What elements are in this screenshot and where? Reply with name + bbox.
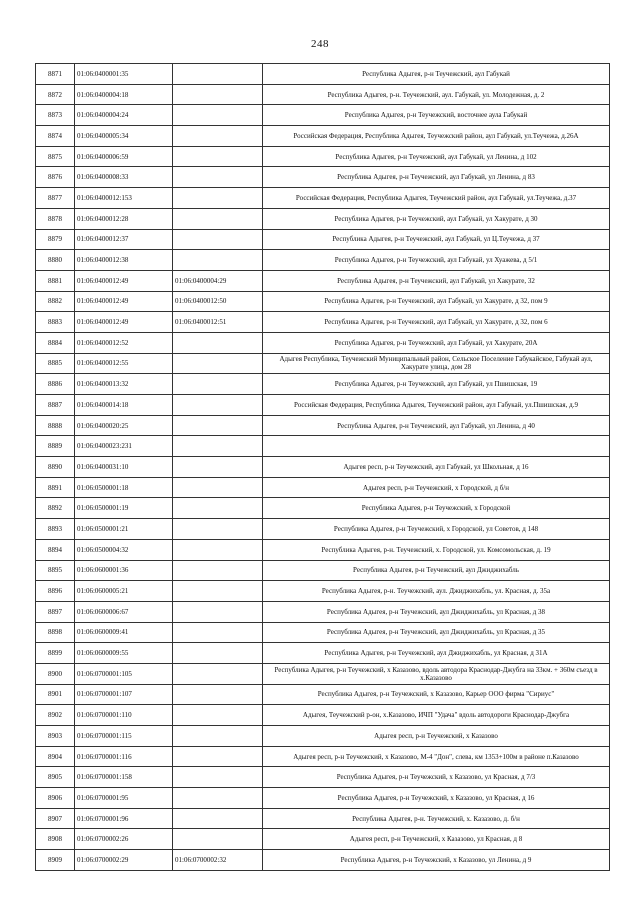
cadastral-number-cell: 01:06:0400012:28: [75, 208, 173, 229]
address-cell: Республика Адыгея, р-н Теучежский, аул Габукай, ул Пшишская, 19: [263, 374, 610, 395]
table-row: [36, 374, 610, 395]
cadastral-number-cell: 01:06:0400001:35: [75, 64, 173, 85]
row-number-cell: 8884: [36, 332, 75, 353]
table-row: [36, 498, 610, 519]
page-number: 248: [311, 38, 329, 50]
table-row: [36, 208, 610, 229]
row-number-cell: 8887: [36, 395, 75, 416]
related-cadastral-number-cell: [173, 126, 263, 147]
table-row: [36, 829, 610, 850]
table-row: [36, 188, 610, 209]
address-cell: Республика Адыгея, р-н. Теучежский, х. Городской, ул. Комсомольская, д. 19: [263, 539, 610, 560]
related-cadastral-number-cell: [173, 64, 263, 85]
table-row: [36, 850, 610, 871]
table-row: [36, 332, 610, 353]
address-cell: Республика Адыгея, р-н Теучежский, аул Джиджихабль, ул Красная, д 35: [263, 622, 610, 643]
related-cadastral-number-cell: [173, 415, 263, 436]
cadastral-number-cell: 01:06:0600006:67: [75, 601, 173, 622]
related-cadastral-number-cell: 01:06:0400012:50: [173, 291, 263, 312]
address-cell: Республика Адыгея, р-н Теучежский, х Казазово, вдоль автодора Краснодар-Джубга на 33км. + 360м съезд в х.Казазово: [263, 663, 610, 684]
table-row: [36, 126, 610, 147]
cadastral-number-cell: 01:06:0400031:10: [75, 457, 173, 478]
address-cell: Российская Федерация, Республика Адыгея, Теучежский район, аул Габукай, ул.Теучежа, д.26А: [263, 126, 610, 147]
related-cadastral-number-cell: [173, 208, 263, 229]
table-row: [36, 726, 610, 747]
table-row: [36, 477, 610, 498]
cadastral-number-cell: 01:06:0400004:18: [75, 84, 173, 105]
cadastral-number-cell: 01:06:0600001:36: [75, 560, 173, 581]
address-cell: Республика Адыгея, р-н Теучежский, х Казазово, ул Красная, д 7/3: [263, 767, 610, 788]
address-cell: Республика Адыгея, р-н Теучежский, х Казазово, ул Ленина, д 9: [263, 850, 610, 871]
cadastral-number-cell: 01:06:0700001:95: [75, 788, 173, 809]
related-cadastral-number-cell: [173, 581, 263, 602]
related-cadastral-number-cell: [173, 829, 263, 850]
address-cell: Адыгея респ, р-н Теучежский, х Казазово, ул Красная, д 8: [263, 829, 610, 850]
cadastral-number-cell: 01:06:0600009:41: [75, 622, 173, 643]
cadastral-number-cell: 01:06:0700002:26: [75, 829, 173, 850]
row-number-cell: 8902: [36, 705, 75, 726]
table-row: [36, 353, 610, 374]
row-number-cell: 8889: [36, 436, 75, 457]
row-number-cell: 8875: [36, 146, 75, 167]
address-cell: Республика Адыгея, р-н Теучежский, аул Джиджихабль, ул Красная, д 31А: [263, 643, 610, 664]
related-cadastral-number-cell: [173, 498, 263, 519]
cadastral-number-cell: 01:06:0400012:49: [75, 270, 173, 291]
address-cell: Республика Адыгея, р-н Теучежский, аул Габукай, ул Хакурате, д 32, пом 6: [263, 312, 610, 333]
related-cadastral-number-cell: [173, 746, 263, 767]
related-cadastral-number-cell: [173, 188, 263, 209]
row-number-cell: 8880: [36, 250, 75, 271]
address-cell: Республика Адыгея, р-н Теучежский, х Казазово, ул Красная, д 16: [263, 788, 610, 809]
address-cell: Республика Адыгея, р-н. Теучежский, аул. Габукай, ул. Молодежная, д. 2: [263, 84, 610, 105]
address-cell: Республика Адыгея, р-н Теучежский, аул Габукай, ул Хуажева, д 5/1: [263, 250, 610, 271]
table-row: [36, 519, 610, 540]
row-number-cell: 8873: [36, 105, 75, 126]
cadastral-number-cell: 01:06:0600005:21: [75, 581, 173, 602]
row-number-cell: 8904: [36, 746, 75, 767]
related-cadastral-number-cell: 01:06:0400012:51: [173, 312, 263, 333]
related-cadastral-number-cell: [173, 250, 263, 271]
address-cell: Республика Адыгея, р-н Теучежский, аул Габукай, ул Ленина, д 83: [263, 167, 610, 188]
row-number-cell: 8872: [36, 84, 75, 105]
related-cadastral-number-cell: [173, 788, 263, 809]
row-number-cell: 8908: [36, 829, 75, 850]
table-row: [36, 705, 610, 726]
table-row: [36, 808, 610, 829]
address-cell: Республика Адыгея, р-н Теучежский, аул Габукай, ул Хакурате, д 32, пом 9: [263, 291, 610, 312]
table-row: [36, 146, 610, 167]
cadastral-number-cell: 01:06:0400012:55: [75, 353, 173, 374]
cadastral-number-cell: 01:06:0400004:24: [75, 105, 173, 126]
table-row: [36, 746, 610, 767]
cadastral-number-cell: 01:06:0400006:59: [75, 146, 173, 167]
address-cell: Республика Адыгея, р-н Теучежский, аул Габукай: [263, 64, 610, 85]
related-cadastral-number-cell: [173, 601, 263, 622]
cadastral-number-cell: 01:06:0700001:158: [75, 767, 173, 788]
cadastral-number-cell: 01:06:0400008:33: [75, 167, 173, 188]
related-cadastral-number-cell: [173, 436, 263, 457]
related-cadastral-number-cell: [173, 560, 263, 581]
row-number-cell: 8888: [36, 415, 75, 436]
address-cell: Республика Адыгея, р-н Теучежский, аул Габукай, ул Ленина, д 40: [263, 415, 610, 436]
table-row: [36, 622, 610, 643]
address-cell: [263, 436, 610, 457]
cadastral-number-cell: 01:06:0700002:29: [75, 850, 173, 871]
related-cadastral-number-cell: [173, 84, 263, 105]
row-number-cell: 8891: [36, 477, 75, 498]
row-number-cell: 8883: [36, 312, 75, 333]
table-row: [36, 250, 610, 271]
cadastral-number-cell: 01:06:0400012:153: [75, 188, 173, 209]
cadastral-number-cell: 01:06:0500001:18: [75, 477, 173, 498]
related-cadastral-number-cell: [173, 519, 263, 540]
address-cell: Республика Адыгея, р-н Теучежский, аул Джиджихабль, ул Красная, д 38: [263, 601, 610, 622]
address-cell: Адыгея респ, р-н Теучежский, х Казазово, М-4 "Дон", слева, км 1353+100м в районе п.Казазово: [263, 746, 610, 767]
cadastral-number-cell: 01:06:0600009:55: [75, 643, 173, 664]
address-cell: Республика Адыгея, р-н Теучежский, х Казазово, Карьер ООО фирма "Сириус": [263, 684, 610, 705]
address-cell: Республика Адыгея, р-н Теучежский, аул Габукай, ул Ц.Теучежа, д 37: [263, 229, 610, 250]
address-cell: Адыгея, Теучежский р-он, х.Казазово, ИЧП "Удача" вдоль автодороги Краснодар-Джубга: [263, 705, 610, 726]
table-row: [36, 312, 610, 333]
cadastral-number-cell: 01:06:0400012:37: [75, 229, 173, 250]
related-cadastral-number-cell: [173, 643, 263, 664]
related-cadastral-number-cell: 01:06:0700002:32: [173, 850, 263, 871]
registry-table-body: [36, 64, 610, 871]
row-number-cell: 8886: [36, 374, 75, 395]
related-cadastral-number-cell: [173, 539, 263, 560]
row-number-cell: 8909: [36, 850, 75, 871]
cadastral-number-cell: 01:06:0700001:110: [75, 705, 173, 726]
cadastral-number-cell: 01:06:0700001:107: [75, 684, 173, 705]
cadastral-number-cell: 01:06:0500001:19: [75, 498, 173, 519]
row-number-cell: 8871: [36, 64, 75, 85]
cadastral-number-cell: 01:06:0400012:49: [75, 291, 173, 312]
related-cadastral-number-cell: [173, 167, 263, 188]
cadastral-number-cell: 01:06:0400023:231: [75, 436, 173, 457]
related-cadastral-number-cell: [173, 663, 263, 684]
row-number-cell: 8879: [36, 229, 75, 250]
related-cadastral-number-cell: [173, 146, 263, 167]
cadastral-number-cell: 01:06:0400012:38: [75, 250, 173, 271]
address-cell: Республика Адыгея, р-н Теучежский, восточнее аула Габукай: [263, 105, 610, 126]
cadastral-number-cell: 01:06:0400014:18: [75, 395, 173, 416]
table-row: [36, 788, 610, 809]
row-number-cell: 8896: [36, 581, 75, 602]
address-cell: Республика Адыгея, р-н. Теучежский, аул. Джиджихабль, ул. Красная, д. 35а: [263, 581, 610, 602]
table-row: [36, 64, 610, 85]
row-number-cell: 8890: [36, 457, 75, 478]
table-row: [36, 105, 610, 126]
table-row: [36, 767, 610, 788]
cadastral-number-cell: 01:06:0700001:96: [75, 808, 173, 829]
row-number-cell: 8893: [36, 519, 75, 540]
address-cell: Российская Федерация, Республика Адыгея, Теучежский район, аул Габукай, ул.Теучежа, д.37: [263, 188, 610, 209]
table-row: [36, 643, 610, 664]
related-cadastral-number-cell: [173, 808, 263, 829]
address-cell: Республика Адыгея, р-н Теучежский, аул Габукай, ул Хакурате, д 30: [263, 208, 610, 229]
related-cadastral-number-cell: [173, 332, 263, 353]
row-number-cell: 8903: [36, 726, 75, 747]
table-row: [36, 167, 610, 188]
related-cadastral-number-cell: 01:06:0400004:29: [173, 270, 263, 291]
table-row: [36, 663, 610, 684]
table-row: [36, 539, 610, 560]
related-cadastral-number-cell: [173, 457, 263, 478]
cadastral-number-cell: 01:06:0400020:25: [75, 415, 173, 436]
address-cell: Республика Адыгея, р-н Теучежский, аул Габукай, ул Ленина, д 102: [263, 146, 610, 167]
table-row: [36, 291, 610, 312]
related-cadastral-number-cell: [173, 395, 263, 416]
table-row: [36, 270, 610, 291]
cadastral-number-cell: 01:06:0500004:32: [75, 539, 173, 560]
address-cell: Республика Адыгея, р-н Теучежский, х Городской, ул Советов, д 148: [263, 519, 610, 540]
row-number-cell: 8897: [36, 601, 75, 622]
row-number-cell: 8901: [36, 684, 75, 705]
table-row: [36, 601, 610, 622]
related-cadastral-number-cell: [173, 767, 263, 788]
row-number-cell: 8900: [36, 663, 75, 684]
row-number-cell: 8905: [36, 767, 75, 788]
row-number-cell: 8882: [36, 291, 75, 312]
related-cadastral-number-cell: [173, 705, 263, 726]
address-cell: Адыгея респ, р-н Теучежский, х Казазово: [263, 726, 610, 747]
registry-table: [35, 63, 610, 871]
cadastral-number-cell: 01:06:0400013:32: [75, 374, 173, 395]
cadastral-number-cell: 01:06:0400012:49: [75, 312, 173, 333]
cadastral-number-cell: 01:06:0700001:116: [75, 746, 173, 767]
table-row: [36, 415, 610, 436]
row-number-cell: 8898: [36, 622, 75, 643]
cadastral-number-cell: 01:06:0400012:52: [75, 332, 173, 353]
row-number-cell: 8906: [36, 788, 75, 809]
address-cell: Республика Адыгея, р-н. Теучежский, х. Казазово, д. б/н: [263, 808, 610, 829]
related-cadastral-number-cell: [173, 353, 263, 374]
table-row: [36, 395, 610, 416]
address-cell: Республика Адыгея, р-н Теучежский, х Городской: [263, 498, 610, 519]
row-number-cell: 8895: [36, 560, 75, 581]
address-cell: Адыгея респ, р-н Теучежский, аул Габукай, ул Школьная, д 16: [263, 457, 610, 478]
row-number-cell: 8892: [36, 498, 75, 519]
address-cell: Российская Федерация, Республика Адыгея, Теучежский район, аул Габукай, ул.Пшишская, д.9: [263, 395, 610, 416]
related-cadastral-number-cell: [173, 477, 263, 498]
cadastral-number-cell: 01:06:0700001:105: [75, 663, 173, 684]
related-cadastral-number-cell: [173, 684, 263, 705]
row-number-cell: 8907: [36, 808, 75, 829]
address-cell: Адыгея Республика, Теучежский Муниципальный район, Сельское Поселение Габукайское, Габукай аул, Хакурате улица, дом 28: [263, 353, 610, 374]
table-row: [36, 684, 610, 705]
table-row: [36, 560, 610, 581]
row-number-cell: 8881: [36, 270, 75, 291]
related-cadastral-number-cell: [173, 105, 263, 126]
address-cell: Адыгея респ, р-н Теучежский, х Городской, д б/н: [263, 477, 610, 498]
cadastral-number-cell: 01:06:0500001:21: [75, 519, 173, 540]
row-number-cell: 8878: [36, 208, 75, 229]
address-cell: Республика Адыгея, р-н Теучежский, аул Джиджихабль: [263, 560, 610, 581]
table-row: [36, 84, 610, 105]
row-number-cell: 8876: [36, 167, 75, 188]
related-cadastral-number-cell: [173, 622, 263, 643]
cadastral-number-cell: 01:06:0700001:115: [75, 726, 173, 747]
address-cell: Республика Адыгея, р-н Теучежский, аул Габукай, ул Хакурате, 32: [263, 270, 610, 291]
table-row: [36, 457, 610, 478]
row-number-cell: 8885: [36, 353, 75, 374]
table-row: [36, 581, 610, 602]
row-number-cell: 8874: [36, 126, 75, 147]
cadastral-number-cell: 01:06:0400005:34: [75, 126, 173, 147]
row-number-cell: 8899: [36, 643, 75, 664]
related-cadastral-number-cell: [173, 229, 263, 250]
related-cadastral-number-cell: [173, 374, 263, 395]
table-row: [36, 436, 610, 457]
row-number-cell: 8877: [36, 188, 75, 209]
table-row: [36, 229, 610, 250]
row-number-cell: 8894: [36, 539, 75, 560]
related-cadastral-number-cell: [173, 726, 263, 747]
address-cell: Республика Адыгея, р-н Теучежский, аул Габукай, ул Хакурате, 20А: [263, 332, 610, 353]
